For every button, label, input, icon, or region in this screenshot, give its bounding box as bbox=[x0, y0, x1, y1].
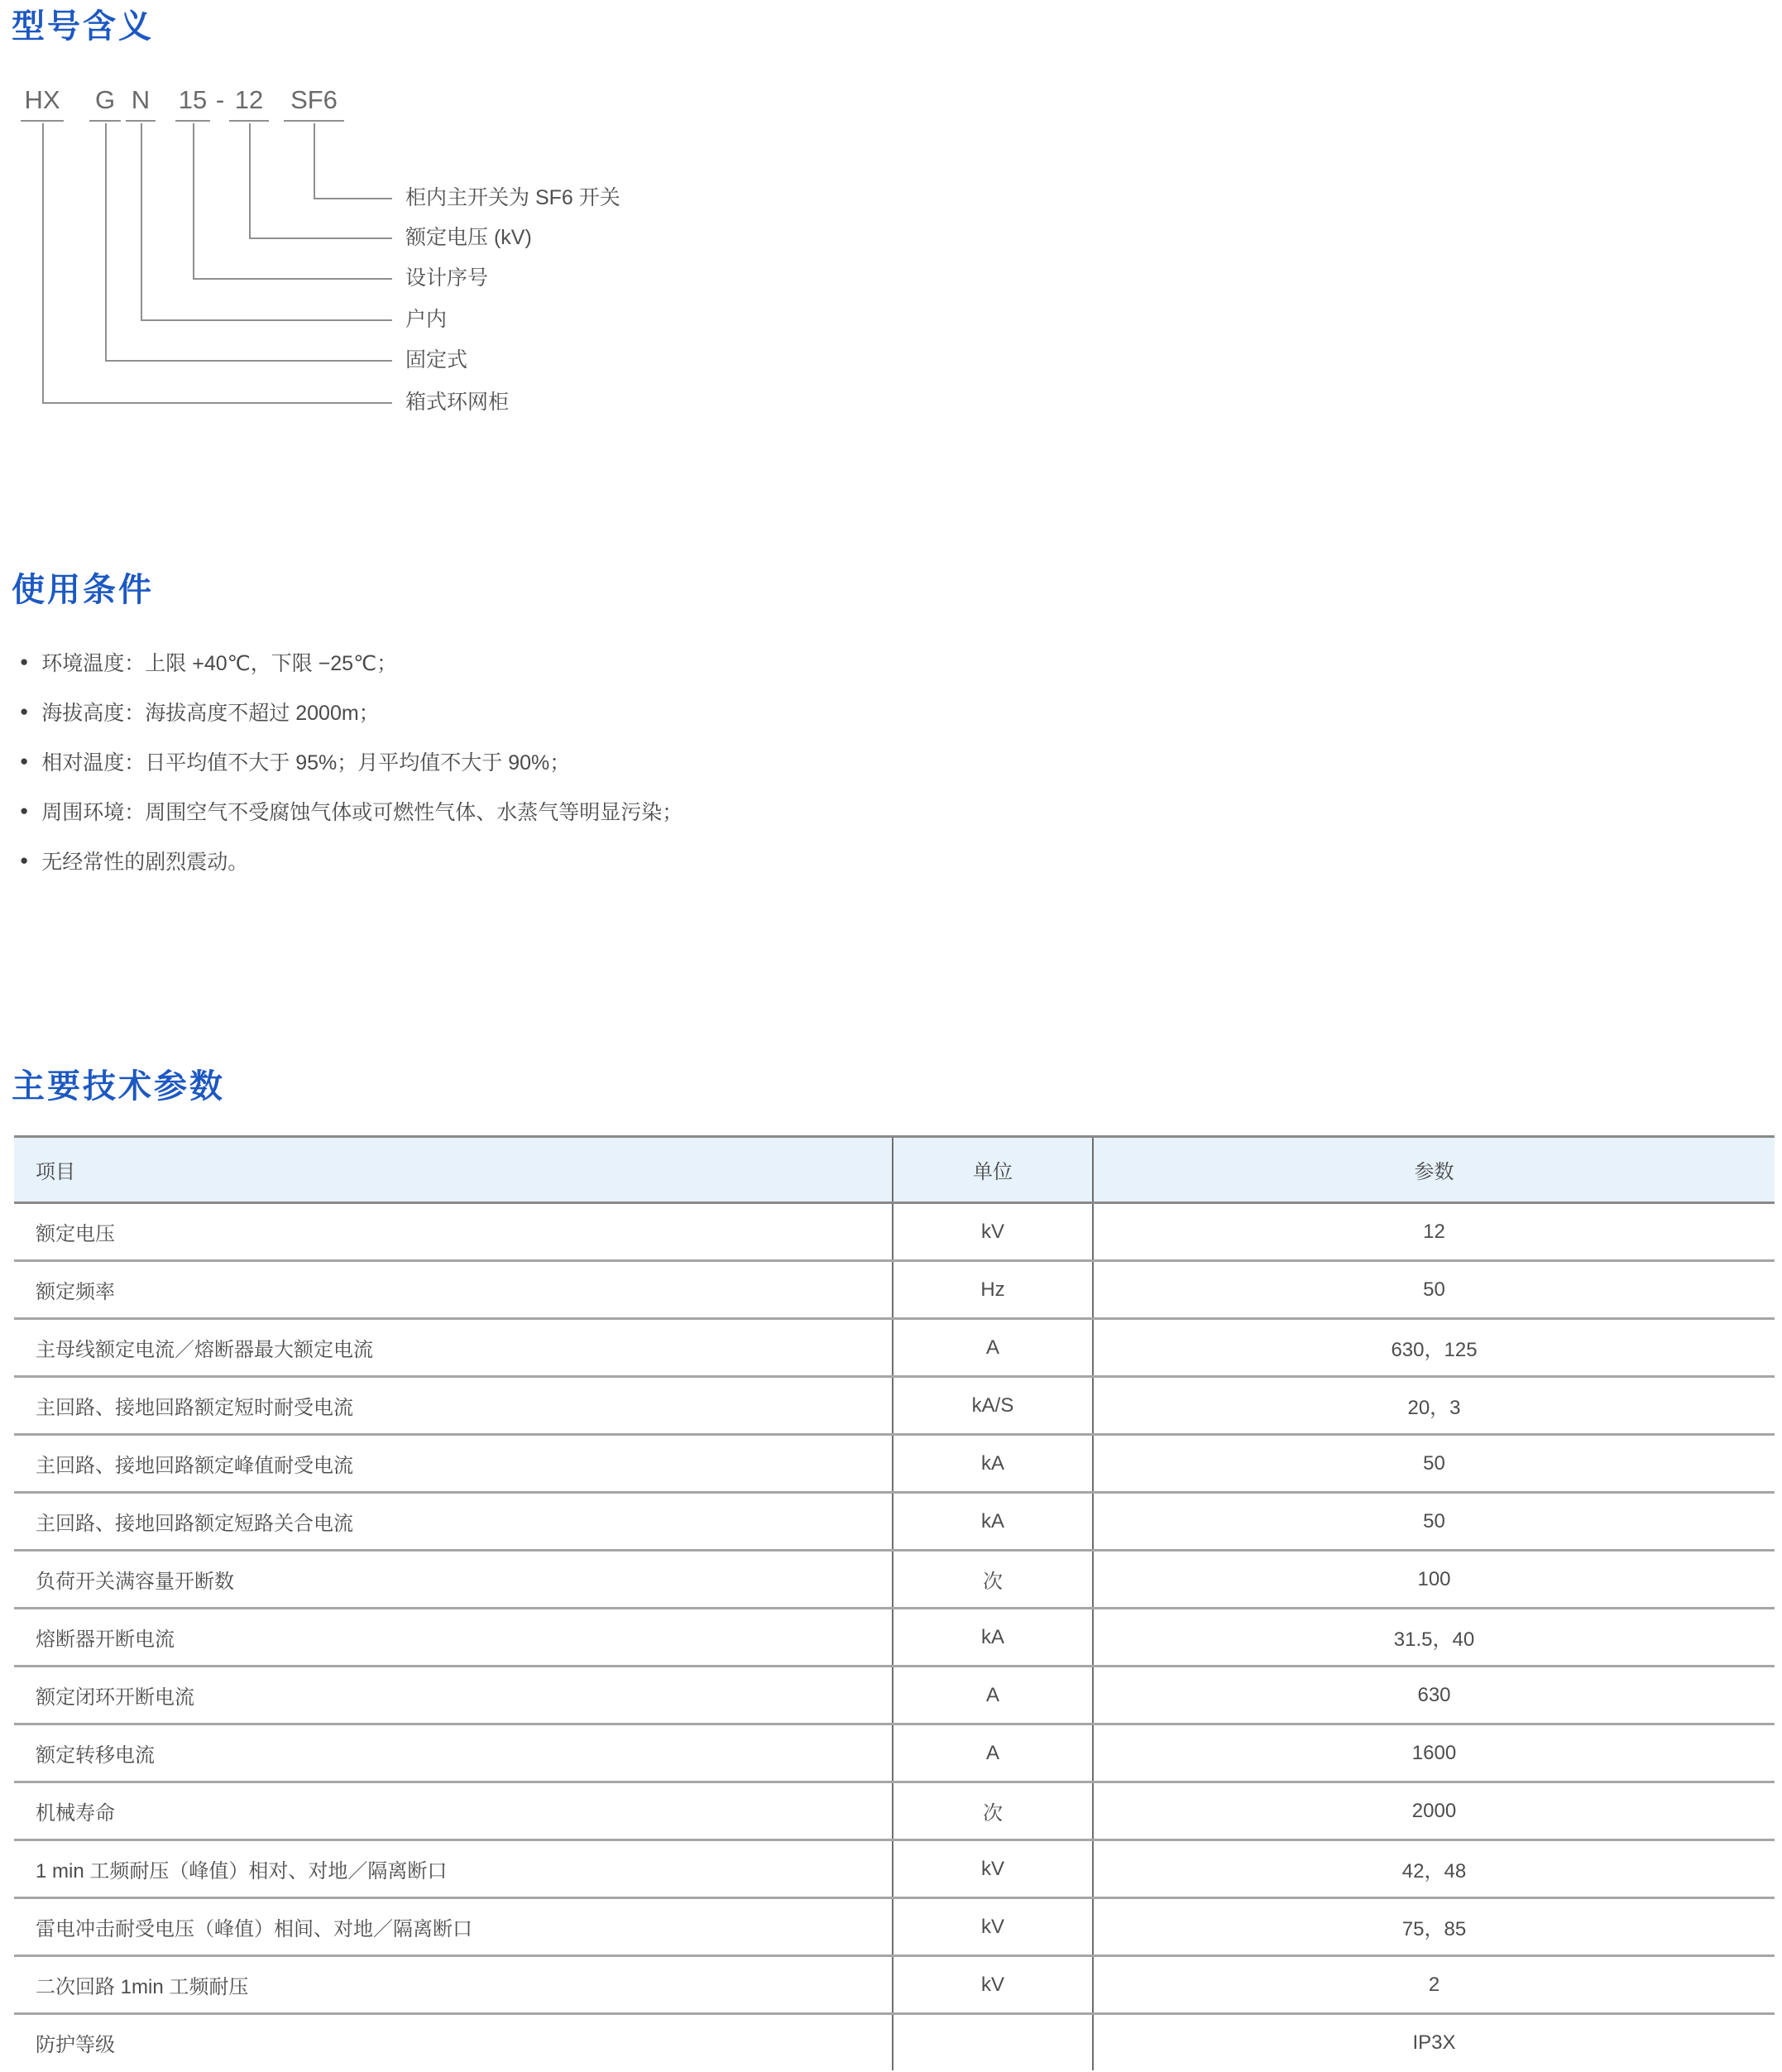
table-cell: kV bbox=[892, 1841, 1094, 1897]
table-cell: kA bbox=[892, 1609, 1094, 1665]
table-cell: 1 min 工频耐压（峰值）相对、对地／隔离断口 bbox=[36, 1860, 448, 1883]
table-row bbox=[14, 1378, 1775, 1436]
code-segment-label: 固定式 bbox=[405, 348, 468, 372]
code-segment-label: 额定电压 (kV) bbox=[405, 226, 532, 249]
table-cell: 额定闭环开断电流 bbox=[36, 1686, 194, 1709]
table-row bbox=[14, 1783, 1775, 1841]
table-row bbox=[14, 1552, 1775, 1609]
bullet-item bbox=[20, 751, 683, 775]
parameters-table bbox=[14, 1135, 1775, 2070]
bullet-item bbox=[20, 651, 683, 673]
table-cell: 50 bbox=[1423, 1278, 1445, 1301]
table-cell: 负荷开关满容量开断数 bbox=[36, 1571, 234, 1593]
table-cell: A bbox=[892, 1320, 1094, 1375]
table-cell: 100 bbox=[1417, 1567, 1451, 1590]
table-header-value: 参数 bbox=[1414, 1161, 1454, 1183]
table-cell: 31.5，40 bbox=[1393, 1628, 1475, 1651]
table-cell: 2000 bbox=[1411, 1799, 1457, 1822]
table-cell: 二次回路 1min 工频耐压 bbox=[36, 1976, 249, 1998]
diagram-connector-vline bbox=[105, 123, 107, 362]
table-row bbox=[14, 1262, 1775, 1320]
usage-conditions-list bbox=[20, 651, 683, 899]
table-cell: 1600 bbox=[1411, 1741, 1457, 1764]
table-row bbox=[14, 1841, 1775, 1899]
table-row bbox=[14, 1725, 1775, 1783]
bullet-icon: ● bbox=[20, 803, 29, 818]
table-row bbox=[14, 2015, 1775, 2070]
table-cell: 防护等级 bbox=[36, 2034, 115, 2056]
table-cell: 主回路、接地回路额定短路关合电流 bbox=[36, 1513, 353, 1535]
table-cell: 630 bbox=[1417, 1683, 1451, 1706]
bullet-item bbox=[20, 800, 683, 822]
diagram-connector-vline bbox=[193, 123, 194, 280]
table-cell: kA bbox=[892, 1494, 1094, 1549]
table-cell: 次 bbox=[892, 1783, 1094, 1839]
table-cell: 雷电冲击耐受电压（峰值）相间、对地／隔离断口 bbox=[36, 1918, 472, 1940]
table-header-unit: 单位 bbox=[892, 1138, 1094, 1201]
code-segment-label: 设计序号 bbox=[405, 266, 489, 290]
table-cell: 12 bbox=[1423, 1220, 1445, 1243]
table-header-item: 项目 bbox=[36, 1161, 75, 1183]
table-cell: 20，3 bbox=[1407, 1397, 1461, 1419]
table-row bbox=[14, 1609, 1775, 1667]
diagram-connector-vline bbox=[141, 123, 142, 321]
table-cell: 42，48 bbox=[1401, 1860, 1467, 1883]
model-section-heading: 型号含义 bbox=[12, 8, 154, 45]
bullet-text: 周围环境：周围空气不受腐蚀气体或可燃性气体、水蒸气等明显污染； bbox=[41, 801, 683, 824]
table-cell: kA bbox=[892, 1436, 1094, 1491]
code-segment: SF6 bbox=[284, 84, 344, 122]
table-cell: kV bbox=[892, 1899, 1094, 1954]
table-cell: 额定频率 bbox=[36, 1281, 115, 1303]
table-cell: kV bbox=[892, 1204, 1094, 1259]
bullet-text: 无经常性的剧烈震动。 bbox=[41, 851, 249, 874]
params-section-heading: 主要技术参数 bbox=[12, 1068, 225, 1105]
bullet-text: 海拔高度：海拔高度不超过 2000m； bbox=[41, 702, 380, 725]
table-cell bbox=[892, 2015, 1094, 2070]
table-cell: 50 bbox=[1423, 1451, 1445, 1475]
code-segment: G bbox=[89, 84, 121, 122]
diagram-connector-hline bbox=[141, 319, 392, 321]
table-row bbox=[14, 1667, 1775, 1725]
table-cell: 630，125 bbox=[1391, 1339, 1478, 1361]
table-cell: IP3X bbox=[1412, 2031, 1456, 2054]
table-cell: 额定电压 bbox=[36, 1223, 115, 1245]
code-separator: - bbox=[215, 85, 225, 114]
code-segment: 12 bbox=[229, 84, 269, 122]
table-row bbox=[14, 1320, 1775, 1378]
table-cell: 熔断器开断电流 bbox=[36, 1628, 175, 1651]
table-cell: A bbox=[892, 1667, 1094, 1723]
bullet-item bbox=[20, 850, 683, 874]
table-row bbox=[14, 1436, 1775, 1494]
code-segment: 15 bbox=[175, 84, 210, 122]
table-cell: 次 bbox=[892, 1552, 1094, 1607]
code-segment: HX bbox=[21, 84, 64, 122]
diagram-connector-hline bbox=[249, 237, 392, 239]
code-segment-label: 柜内主开关为 SF6 开关 bbox=[405, 186, 620, 209]
table-row bbox=[14, 1204, 1775, 1262]
bullet-icon: ● bbox=[20, 654, 29, 669]
diagram-connector-vline bbox=[249, 123, 251, 239]
table-row bbox=[14, 1899, 1775, 1957]
bullet-text: 相对温度：日平均值不大于 95%；月平均值不大于 90%； bbox=[41, 751, 571, 775]
table-cell: kV bbox=[892, 1957, 1094, 2012]
bullet-item bbox=[20, 701, 683, 725]
diagram-connector-hline bbox=[42, 402, 392, 404]
table-header-row bbox=[14, 1138, 1775, 1204]
table-cell: 主回路、接地回路额定峰值耐受电流 bbox=[36, 1455, 353, 1477]
table-cell: 主回路、接地回路额定短时耐受电流 bbox=[36, 1397, 353, 1419]
table-cell: A bbox=[892, 1725, 1094, 1781]
diagram-connector-vline bbox=[314, 123, 315, 199]
table-cell: Hz bbox=[892, 1262, 1094, 1317]
code-segment-label: 户内 bbox=[405, 308, 448, 331]
bullet-text: 环境温度：上限 +40℃，下限 −25℃； bbox=[41, 652, 398, 675]
diagram-connector-vline bbox=[42, 123, 44, 404]
bullet-icon: ● bbox=[20, 852, 29, 868]
table-row bbox=[14, 1957, 1775, 2015]
diagram-connector-hline bbox=[193, 278, 392, 280]
table-cell: 75，85 bbox=[1401, 1918, 1467, 1940]
table-cell: 额定转移电流 bbox=[36, 1744, 155, 1767]
table-cell: 2 bbox=[1428, 1973, 1440, 1996]
table-cell: kA/S bbox=[892, 1378, 1094, 1433]
diagram-connector-hline bbox=[314, 198, 392, 199]
table-cell: 50 bbox=[1423, 1509, 1445, 1532]
table-cell: 机械寿命 bbox=[36, 1802, 115, 1825]
code-segment: N bbox=[126, 84, 156, 122]
bullet-icon: ● bbox=[20, 753, 29, 769]
code-segment-label: 箱式环网柜 bbox=[405, 391, 510, 414]
usage-section-heading: 使用条件 bbox=[12, 572, 154, 608]
table-row bbox=[14, 1494, 1775, 1552]
bullet-icon: ● bbox=[20, 703, 29, 719]
table-cell: 主母线额定电流／熔断器最大额定电流 bbox=[36, 1339, 373, 1361]
diagram-connector-hline bbox=[105, 360, 392, 362]
